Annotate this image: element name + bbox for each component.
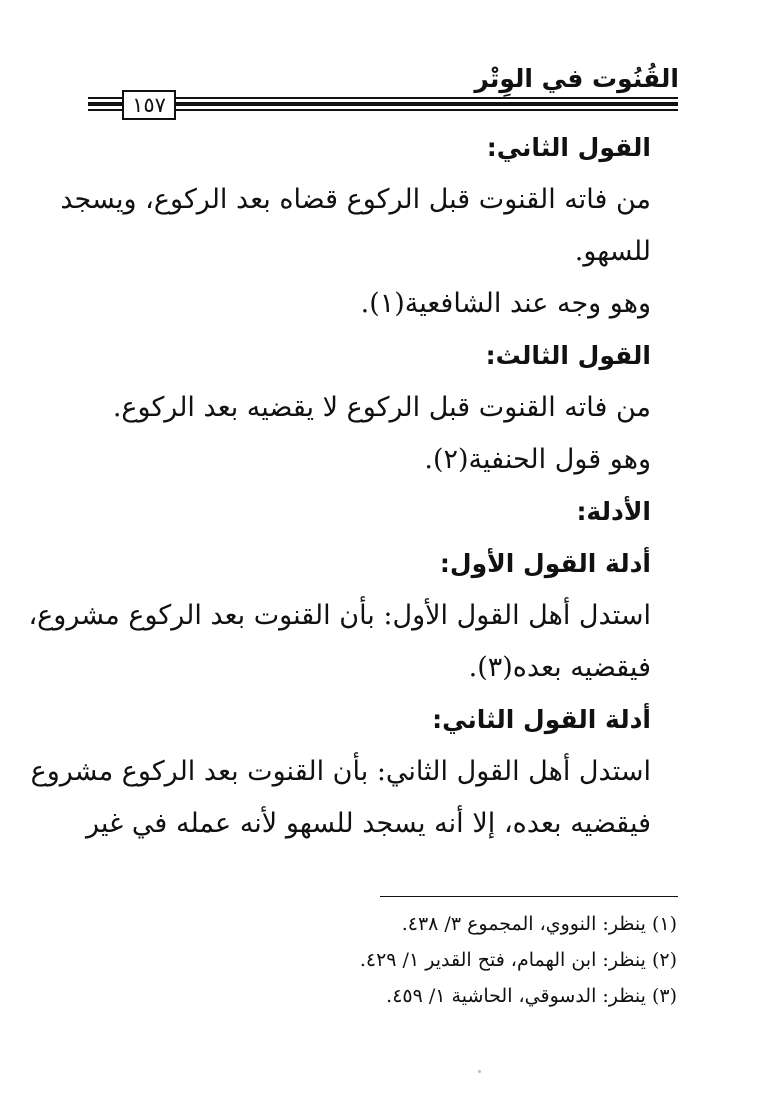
paragraph-line: فيقضيه بعده، إلا أنه يسجد للسهو لأنه عمله في غير — [86, 808, 651, 839]
heading-evidence: الأدلة: — [576, 497, 651, 526]
heading-third-opinion: القول الثالث: — [485, 341, 651, 370]
paragraph-line: وهو وجه عند الشافعية(١). — [360, 288, 651, 319]
scan-speck — [478, 1070, 481, 1073]
header-rule-top — [88, 97, 678, 99]
paragraph-line: للسهو. — [574, 236, 651, 267]
heading-second-opinion-evidence: أدلة القول الثاني: — [432, 705, 651, 734]
footnote-2: (٢) ينظر: ابن الهمام، فتح القدير ١/ ٤٢٩. — [359, 949, 677, 971]
footnote-3: (٣) ينظر: الدسوقي، الحاشية ١/ ٤٥٩. — [386, 985, 677, 1007]
running-title: القُنُوت في الوِتْر — [474, 64, 679, 93]
paragraph-line: وهو قول الحنفية(٢). — [424, 444, 651, 475]
paragraph-line: فيقضيه بعده(٣). — [468, 652, 651, 683]
header-rule-middle — [88, 102, 678, 106]
paragraph-line: من فاته القنوت قبل الركوع لا يقضيه بعد الركوع. — [112, 392, 651, 423]
footnotes — [117, 906, 677, 1014]
footnote-separator — [380, 896, 678, 897]
body-text — [28, 122, 651, 850]
paragraph-line: استدل أهل القول الأول: بأن القنوت بعد الركوع مشروع، — [28, 600, 651, 631]
heading-first-opinion-evidence: أدلة القول الأول: — [439, 549, 651, 578]
page-number: ١٥٧ — [122, 90, 176, 120]
paragraph-line: استدل أهل القول الثاني: بأن القنوت بعد الركوع مشروع — [30, 756, 651, 787]
paragraph-line: من فاته القنوت قبل الركوع قضاه بعد الركوع، ويسجد — [60, 184, 651, 215]
header-rule-bottom — [88, 109, 678, 111]
footnote-1: (١) ينظر: النووي، المجموع ٣/ ٤٣٨. — [401, 913, 677, 935]
heading-second-opinion: القول الثاني: — [486, 133, 651, 162]
